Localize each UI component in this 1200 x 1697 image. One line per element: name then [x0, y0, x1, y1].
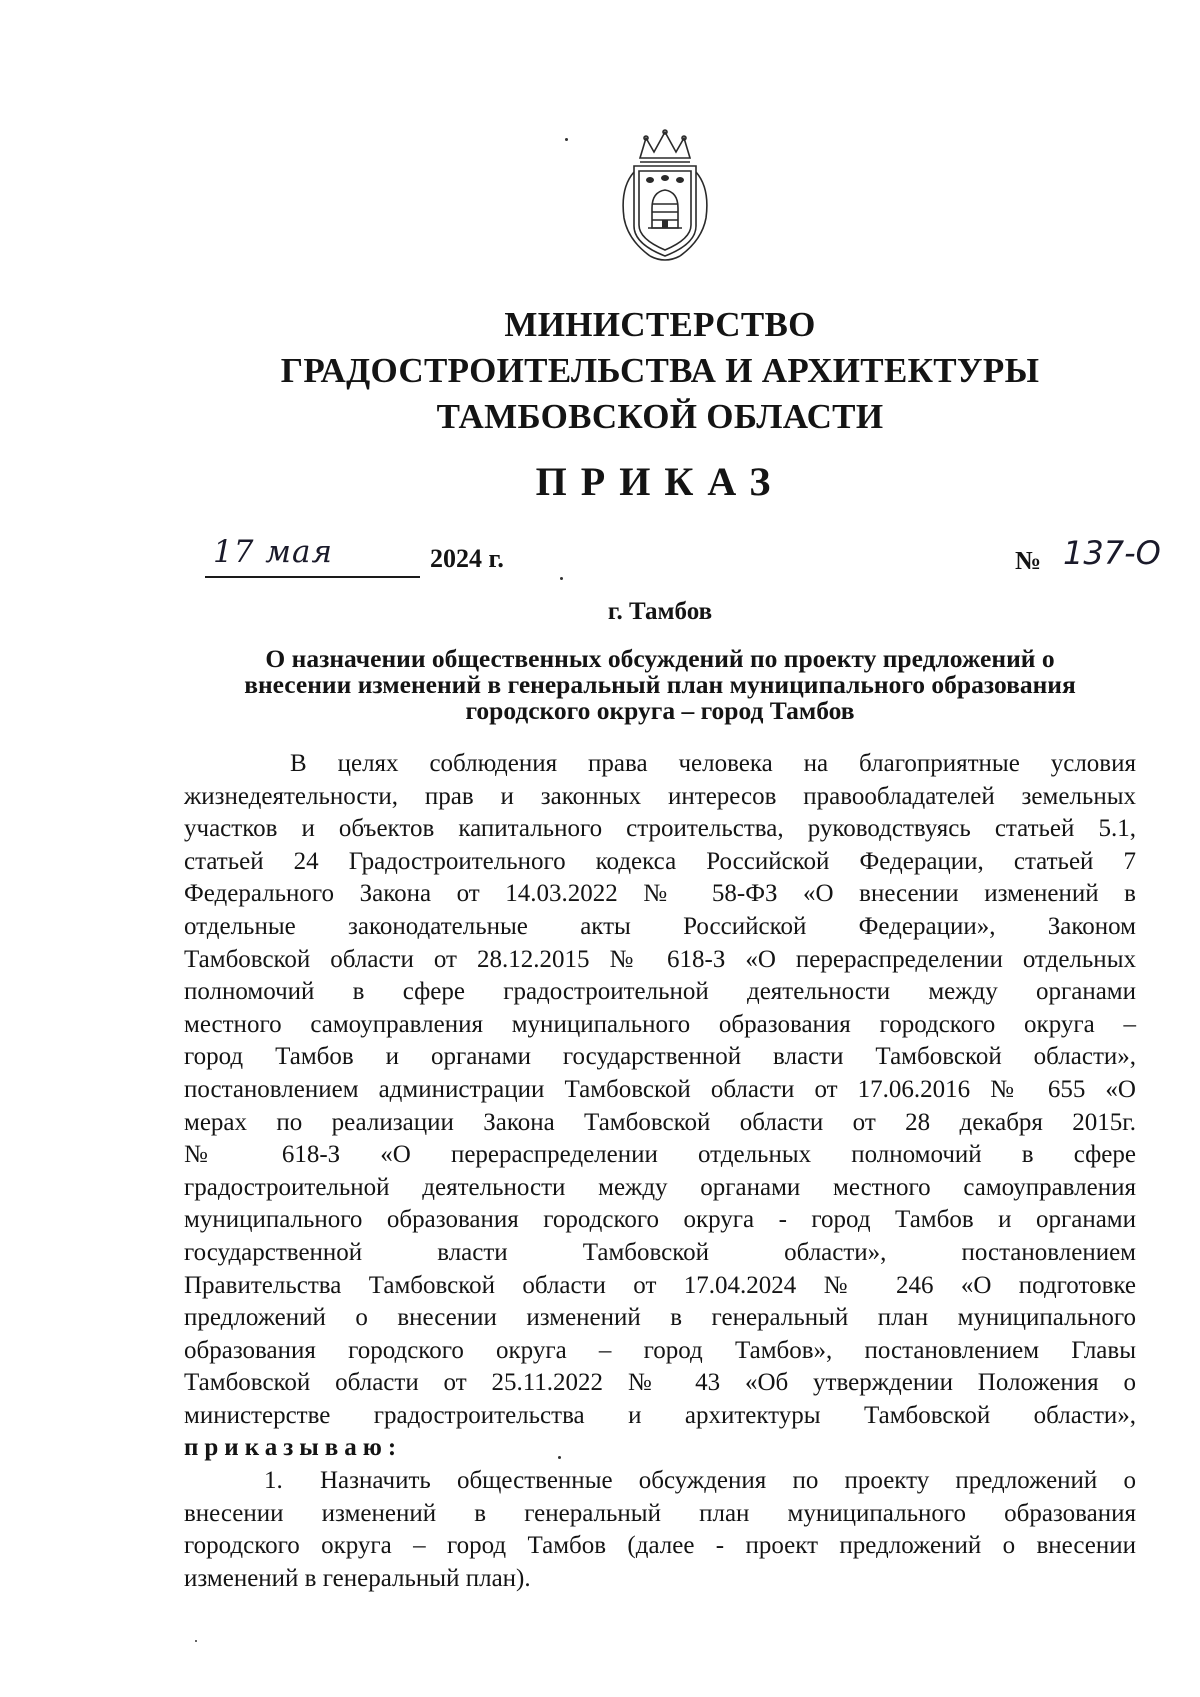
preamble-line: полномочий в сфере градостроительной деятельности между органами — [184, 978, 1136, 1006]
subject-line: городского округа – город Тамбов — [465, 696, 855, 725]
ministry-name — [200, 302, 1120, 440]
preamble-line: отдельные законодательные акты Российской Федерации», Законом — [184, 912, 1136, 940]
scan-speck — [565, 138, 568, 141]
preamble-line: город Тамбов и органами государственной власти Тамбовской области», — [184, 1043, 1136, 1071]
preamble-line: статьей 24 Градостроительного кодекса Российской Федерации, статьей 7 — [184, 847, 1136, 875]
preamble-line: В целях соблюдения права человека на благоприятные условия — [290, 750, 1136, 777]
preamble-line: предложений о внесении изменений в генеральный план муниципального — [184, 1304, 1136, 1332]
preamble-line: Правительства Тамбовской области от 17.04.2024 № 246 «О подготовке — [184, 1271, 1136, 1299]
preamble-line: государственной власти Тамбовской области», постановлением — [184, 1238, 1136, 1266]
document-date — [205, 536, 525, 580]
preamble-line: жизнедеятельности, прав и законных интересов правообладателей земельных — [184, 782, 1136, 810]
order-item-number: 1. — [264, 1467, 283, 1494]
preamble-line: муниципального образования городского округа - город Тамбов и органами — [184, 1206, 1136, 1234]
document-number — [1015, 534, 1175, 582]
ministry-line: ТАМБОВСКОЙ ОБЛАСТИ — [436, 397, 884, 436]
date-signature-line — [205, 536, 420, 578]
preamble-line: постановлением администрации Тамбовской области от 17.06.2016 № 655 «О — [184, 1075, 1136, 1103]
preamble-line: Тамбовской области от 28.12.2015 № 618-З «О перераспределении отдельных — [184, 945, 1136, 973]
preamble-line: участков и объектов капитального строительства, руководствуясь статьей 5.1, — [184, 815, 1136, 843]
ministry-line: ГРАДОСТРОИТЕЛЬСТВА И АРХИТЕКТУРЫ — [280, 351, 1040, 390]
document-subject — [200, 646, 1120, 724]
order-item-text: Назначить общественные обсуждения по проекту предложений о — [320, 1467, 1136, 1494]
preamble-line: градостроительной деятельности между органами местного самоуправления — [184, 1173, 1136, 1201]
coat-of-arms-icon — [610, 128, 720, 266]
preamble-line: Тамбовской области от 25.11.2022 № 43 «Об утверждении Положения о — [184, 1369, 1136, 1397]
subject-line: О назначении общественных обсуждений по проекту предложений о — [265, 644, 1055, 673]
scan-speck — [558, 1456, 561, 1459]
ministry-line: МИНИСТЕРСТВО — [504, 305, 816, 344]
order-word: приказываю: — [184, 1434, 403, 1462]
scan-speck — [195, 1640, 197, 1642]
order-item-line: городского округа – город Тамбов (далее - проект предложений о внесении — [184, 1532, 1136, 1560]
preamble-line: мерах по реализации Закона Тамбовской области от 28 декабря 2015г. — [184, 1108, 1136, 1136]
preamble-line: министерстве градостроительства и архитектуры Тамбовской области», — [184, 1401, 1136, 1429]
scan-speck — [560, 577, 563, 580]
preamble — [184, 748, 1136, 1465]
handwritten-date: 17 мая — [213, 534, 334, 570]
subject-line: внесении изменений в генеральный план муниципального образования — [244, 670, 1076, 699]
handwritten-number: 137-О — [1063, 534, 1161, 572]
date-year: 2024 г. — [430, 544, 504, 573]
preamble-line: Федерального Закона от 14.03.2022 № 58-ФЗ «О внесении изменений в — [184, 880, 1136, 908]
preamble-line: № 618-З «О перераспределении отдельных полномочий в сфере — [184, 1141, 1136, 1169]
preamble-line: образования городского округа – город Тамбов», постановлением Главы — [184, 1336, 1136, 1364]
order-item-line: внесении изменений в генеральный план муниципального образования — [184, 1499, 1136, 1527]
document-city: г. Тамбов — [607, 598, 713, 625]
order-item-line — [184, 1465, 1136, 1498]
number-sign: № — [1015, 546, 1042, 575]
preamble-line: местного самоуправления муниципального образования городского округа – — [184, 1010, 1136, 1038]
order-item — [184, 1465, 1136, 1595]
order-item-line: изменений в генеральный план). — [184, 1564, 531, 1592]
document-type-title: ПРИКАЗ — [535, 459, 785, 504]
